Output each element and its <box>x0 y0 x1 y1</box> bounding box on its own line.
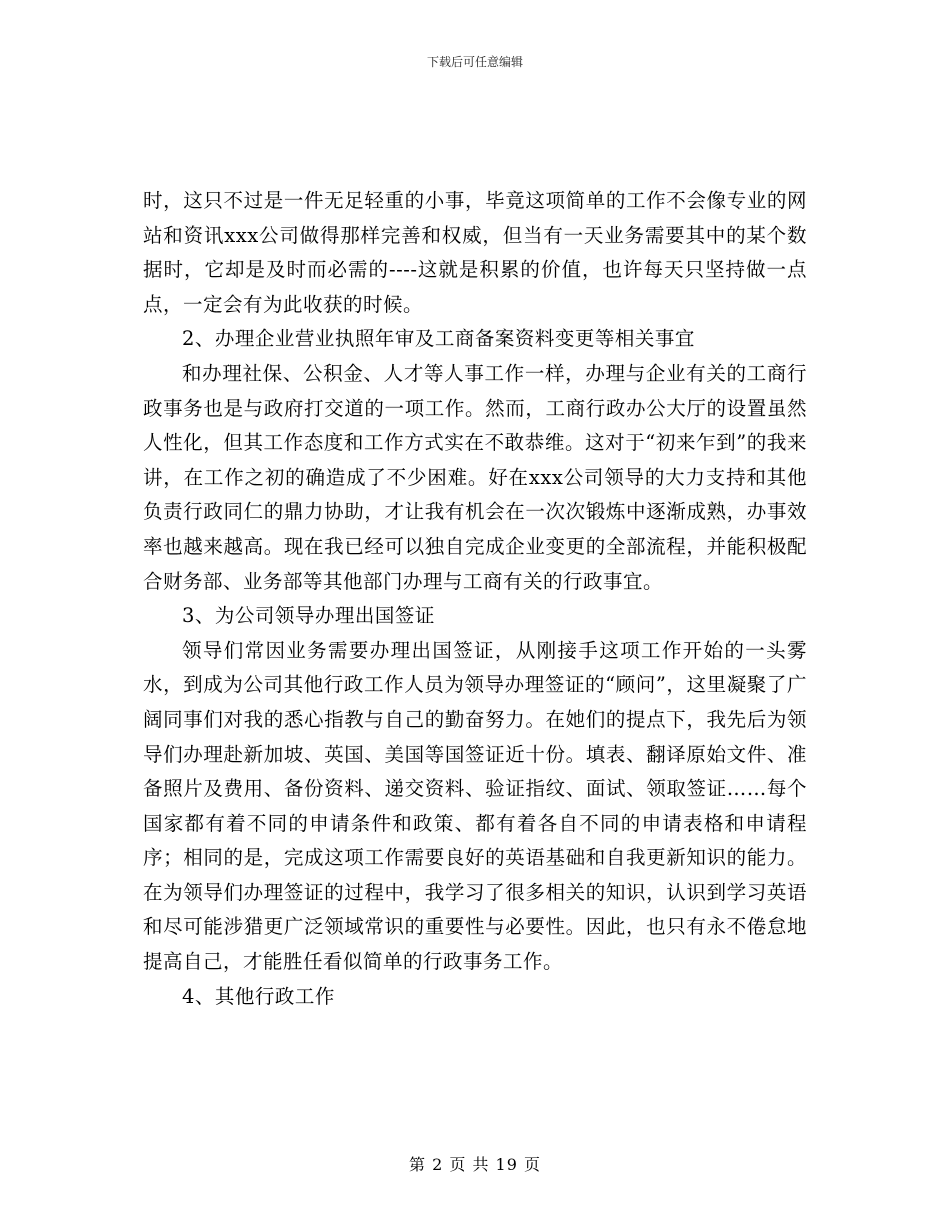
section-heading-3: 3、为公司领导办理出国签证 <box>182 604 435 628</box>
paragraph-visa: 领导们常因业务需要办理出国签证，从刚接手这项工作开始的一头雾水，到成为公司其他行政工作人员为领导办理签证的“顾问”，这里凝聚了广阔同事们对我的悉心指教与自己的勤奋努力。在她们的提点下，我先后为领导们办理赴新加坡、英国、美国等国签证近十份。填表、翻译原始文件、准备照片及费用、备份资料、递交资料、验证指纹、面试、领取签证……每个国家都有着不同的申请条件和政策、都有着各自不同的申请表格和申请程序；相同的是，完成这项工作需要良好的英语基础和自我更新知识的能力。在为领导们办理签证的过程中，我学习了很多相关的知识，认识到学习英语和尽可能涉猎更广泛领域常识的重要性与必要性。因此，也只有永不倦怠地提高自己，才能胜任看似简单的行政事务工作。 <box>143 638 807 974</box>
paragraph-continuation: 时，这只不过是一件无足轻重的小事，毕竟这项简单的工作不会像专业的网站和资讯xxx公司做得那样完善和权威，但当有一天业务需要其中的某个数据时，它却是及时而必需的----这就是积累的价值，也许每天只坚持做一点点，一定会有为此收获的时候。 <box>143 189 807 316</box>
document-body <box>143 184 807 1014</box>
paragraph-business-affairs: 和办理社保、公积金、人才等人事工作一样，办理与企业有关的工商行政事务也是与政府打交道的一项工作。然而，工商行政办公大厅的设置虽然人性化，但其工作态度和工作方式实在不敢恭维。这对于“初来乍到”的我来讲，在工作之初的确造成了不少困难。好在xxx公司领导的大力支持和其他负责行政同仁的鼎力协助，才让我有机会在一次次锻炼中逐渐成熟，办事效率也越来越高。现在我已经可以独自完成企业变更的全部流程，并能积极配合财务部、业务部等其他部门办理与工商有关的行政事宜。 <box>143 361 807 593</box>
section-heading-2: 2、办理企业营业执照年审及工商备案资料变更等相关事宜 <box>182 327 695 351</box>
page-number-footer: 第 2 页 共 19 页 <box>409 1155 541 1174</box>
page-header: 下载后可任意编辑 <box>426 55 523 69</box>
section-heading-4: 4、其他行政工作 <box>182 984 335 1008</box>
